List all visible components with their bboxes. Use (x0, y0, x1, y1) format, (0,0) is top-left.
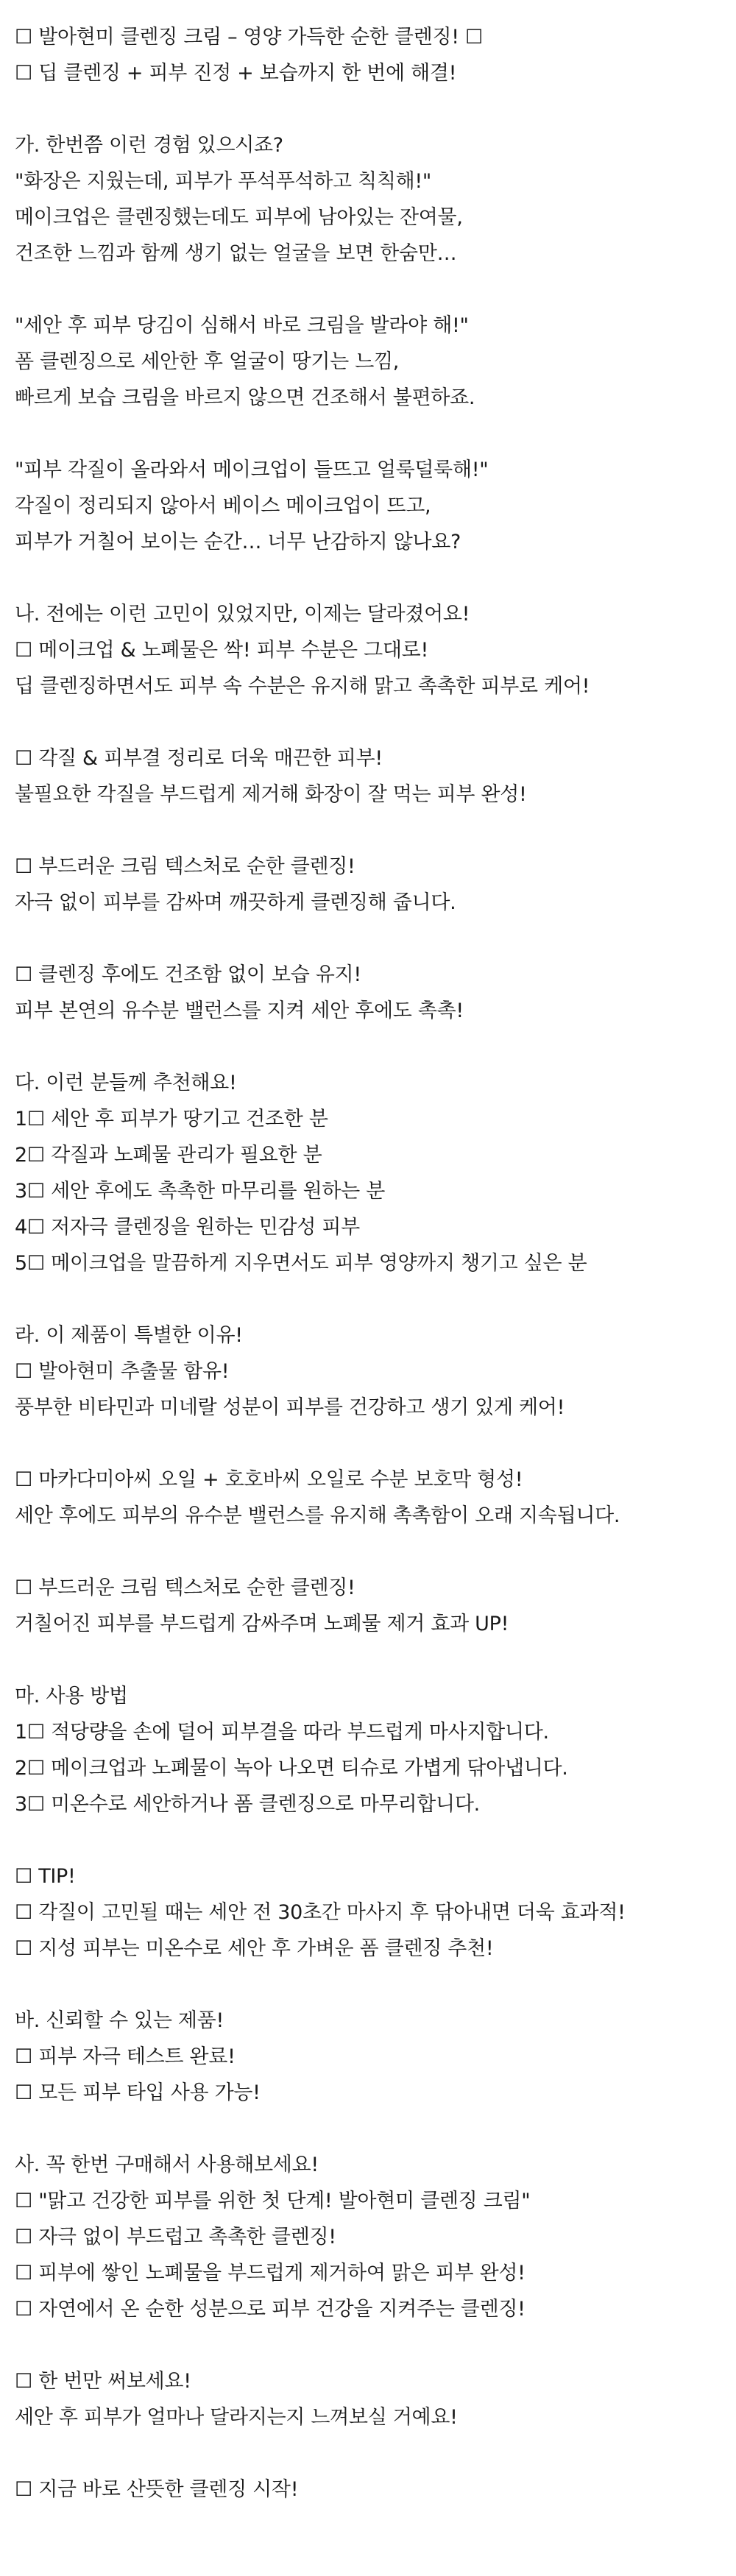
paragraph-spacer (15, 2435, 736, 2471)
text-line: 건조한 느낌과 함께 생기 없는 얼굴을 보면 한숨만… (15, 242, 457, 265)
text-line: ☐ 지성 피부는 미온수로 세안 후 가벼운 폼 클렌징 추천! (15, 1937, 494, 1960)
paragraph-spacer (15, 1967, 736, 2003)
text-line: 풍부한 비타민과 미네랄 성분이 피부를 건강하고 생기 있게 케어! (15, 1396, 565, 1419)
text-line: 4☐ 저자극 클렌징을 원하는 민감성 피부 (15, 1216, 360, 1239)
paragraph-spacer (15, 1642, 736, 1678)
text-line: 마. 사용 방법 (15, 1685, 128, 1708)
text-line: ☐ 피부 자극 테스트 완료! (15, 2045, 236, 2068)
text-line: 3☐ 미온수로 세안하거나 폼 클렌징으로 마무리합니다. (15, 1793, 480, 1816)
text-line: 2☐ 메이크업과 노폐물이 녹아 나오면 티슈로 가볍게 닦아냅니다. (15, 1757, 568, 1780)
paragraph-spacer (15, 704, 736, 740)
text-line: "화장은 지웠는데, 피부가 푸석푸석하고 칙칙해!" (15, 170, 432, 193)
paragraph-spacer (15, 813, 736, 849)
paragraph-spacer (15, 1534, 736, 1570)
text-line: 피부가 거칠어 보이는 순간… 너무 난감하지 않나요? (15, 531, 461, 553)
text-line: 빠르게 보습 크림을 바르지 않으면 건조해서 불편하죠. (15, 386, 475, 409)
paragraph-spacer (15, 1281, 736, 1317)
paragraph-spacer (15, 1029, 736, 1065)
text-line: 2☐ 각질과 노폐물 관리가 필요한 분 (15, 1144, 322, 1167)
text-line: ☐ 클렌징 후에도 건조함 없이 보습 유지! (15, 963, 361, 986)
text-line: ☐ 피부에 쌓인 노폐물을 부드럽게 제거하여 맑은 피부 완성! (15, 2262, 526, 2285)
paragraph-spacer (15, 416, 736, 452)
text-line: "피부 각질이 올라와서 메이크업이 들뜨고 얼룩덜룩해!" (15, 459, 489, 481)
text-line: ☐ 자연에서 온 순한 성분으로 피부 건강을 지켜주는 클렌징! (15, 2298, 526, 2321)
text-line: 다. 이런 분들께 추천해요! (15, 1072, 237, 1094)
text-line: 나. 전에는 이런 고민이 있었지만, 이제는 달라졌어요! (15, 603, 470, 626)
text-line: 불필요한 각질을 부드럽게 제거해 화장이 잘 먹는 피부 완성! (15, 783, 527, 806)
text-line: ☐ 마카다미아씨 오일 + 호호바씨 오일로 수분 보호막 형성! (15, 1468, 523, 1491)
text-line: 사. 꼭 한번 구매해서 사용해보세요! (15, 2154, 319, 2176)
text-line: 각질이 정리되지 않아서 베이스 메이크업이 뜨고, (15, 495, 431, 517)
text-line: 세안 후에도 피부의 유수분 밸런스를 유지해 촉촉함이 오래 지속됩니다. (15, 1504, 620, 1527)
paragraph-spacer (15, 1822, 736, 1858)
paragraph-spacer (15, 921, 736, 957)
text-line: 피부 본연의 유수분 밸런스를 지켜 세안 후에도 촉촉! (15, 999, 464, 1022)
text-line: ☐ 한 번만 써보세요! (15, 2370, 191, 2393)
text-line: ☐ 발아현미 추출물 함유! (15, 1360, 230, 1383)
paragraph-spacer (15, 560, 736, 596)
text-line: 1☐ 적당량을 손에 덜어 피부결을 따라 부드럽게 마사지합니다. (15, 1721, 549, 1744)
text-line: ☐ 발아현미 클렌징 크림 – 영양 가득한 순한 클렌징! ☐ (15, 26, 483, 49)
text-line: ☐ TIP! (15, 1865, 76, 1888)
paragraph-spacer (15, 1426, 736, 1462)
text-line: 세안 후 피부가 얼마나 달라지는지 느껴보실 거예요! (15, 2406, 458, 2429)
text-line: ☐ 부드러운 크림 텍스처로 순한 클렌징! (15, 855, 355, 878)
paragraph-spacer (15, 272, 736, 308)
text-line: ☐ 각질이 고민될 때는 세안 전 30초간 마사지 후 닦아내면 더욱 효과적! (15, 1901, 626, 1924)
text-line: ☐ 각질 & 피부결 정리로 더욱 매끈한 피부! (15, 747, 383, 770)
text-line: ☐ 메이크업 & 노폐물은 싹! 피부 수분은 그대로! (15, 639, 428, 662)
text-line: 1☐ 세안 후 피부가 땅기고 건조한 분 (15, 1108, 328, 1130)
text-line: ☐ 부드러운 크림 텍스처로 순한 클렌징! (15, 1577, 355, 1599)
text-line: 바. 신뢰할 수 있는 제품! (15, 2009, 224, 2032)
text-line: ☐ 딥 클렌징 + 피부 진정 + 보습까지 한 번에 해결! (15, 62, 457, 85)
text-line: "세안 후 피부 당김이 심해서 바로 크림을 발라야 해!" (15, 314, 469, 337)
text-line: ☐ 지금 바로 산뜻한 클렌징 시작! (15, 2478, 299, 2501)
text-line: 메이크업은 클렌징했는데도 피부에 남아있는 잔여물, (15, 206, 463, 229)
text-line: 자극 없이 피부를 감싸며 깨끗하게 클렌징해 줍니다. (15, 891, 456, 914)
paragraph-spacer (15, 2327, 736, 2363)
text-line: 3☐ 세안 후에도 촉촉한 마무리를 원하는 분 (15, 1180, 385, 1203)
text-line: 거칠어진 피부를 부드럽게 감싸주며 노폐물 제거 효과 UP! (15, 1613, 509, 1635)
text-line: ☐ "맑고 건강한 피부를 위한 첫 단계! 발아현미 클렌징 크림" (15, 2190, 531, 2212)
text-line: 라. 이 제품이 특별한 이유! (15, 1324, 243, 1347)
text-line: ☐ 자극 없이 부드럽고 촉촉한 클렌징! (15, 2226, 336, 2248)
text-line: 가. 한번쯤 이런 경험 있으시죠? (15, 134, 283, 157)
paragraph-spacer (15, 91, 736, 127)
paragraph-spacer (15, 2111, 736, 2147)
text-line: 딥 클렌징하면서도 피부 속 수분은 유지해 맑고 촉촉한 피부로 케어! (15, 675, 590, 698)
text-line: ☐ 모든 피부 타입 사용 가능! (15, 2081, 261, 2104)
text-line: 5☐ 메이크업을 말끔하게 지우면서도 피부 영양까지 챙기고 싶은 분 (15, 1252, 587, 1275)
text-line: 폼 클렌징으로 세안한 후 얼굴이 땅기는 느낌, (15, 350, 400, 373)
